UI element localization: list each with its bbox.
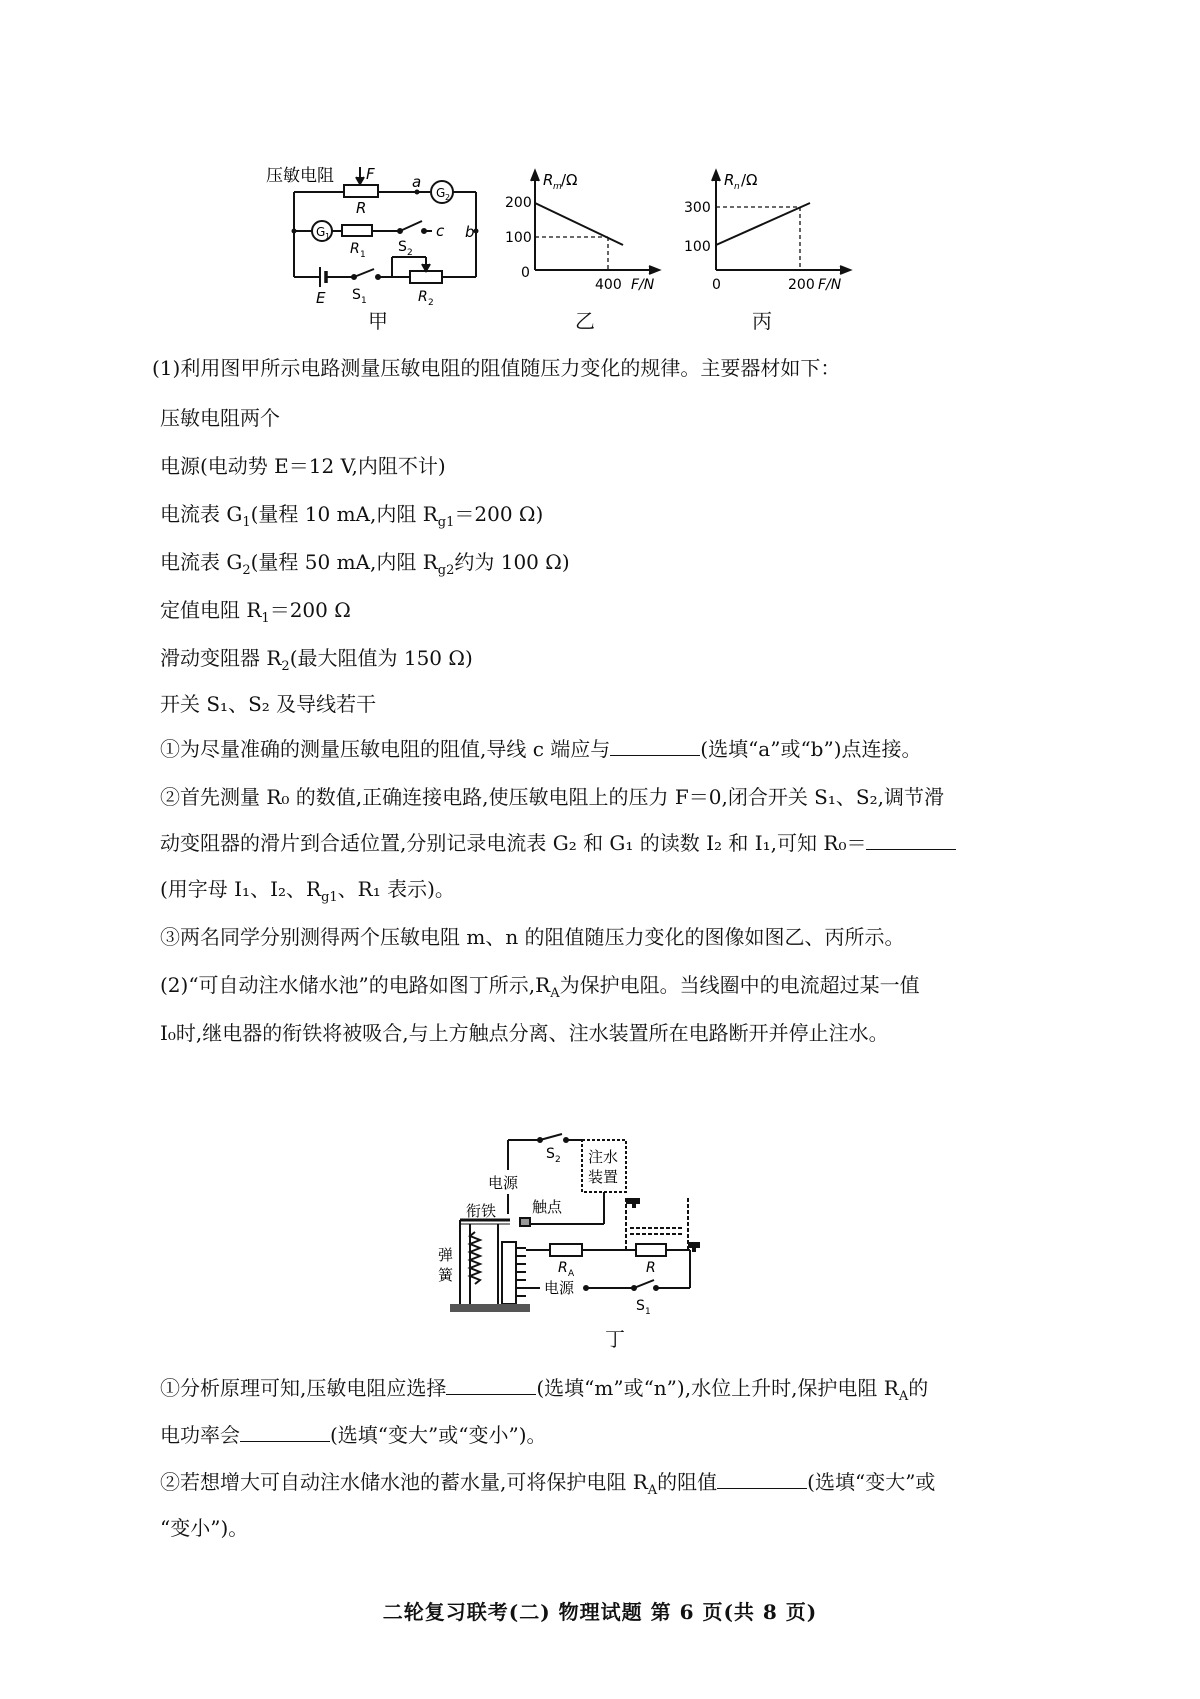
- ding-device-2: 装置: [588, 1168, 619, 1186]
- label-pressure-resistor: 压敏电阻: [266, 166, 334, 186]
- label-R1-sub: 1: [360, 250, 366, 260]
- question-2-1-line1: ①分析原理可知,压敏电阻应选择 (选填“m”或“n”),水位上升时,保护电阻 $R_A$的: [160, 1376, 929, 1404]
- yi-tick-400: 400: [595, 277, 622, 293]
- ding-contact: 触点: [532, 1198, 563, 1216]
- material-7: 开关 S₁、S₂ 及导线若干: [160, 692, 377, 716]
- label-a: a: [412, 173, 422, 191]
- q1-intro: (1)利用图甲所示电路测量压敏电阻的阻值随压力变化的规律。主要器材如下：: [152, 356, 841, 380]
- ding-spring-1: 弹: [438, 1246, 454, 1264]
- ding-S2-sub: 2: [555, 1155, 561, 1165]
- top-figures: [266, 165, 940, 365]
- bing-ylabel: R: [724, 171, 735, 189]
- question-2-2-line1: ②若想增大可自动注水储水池的蓄水量,可将保护电阻 $R_A$的阻值 (选填“变大”或: [160, 1470, 936, 1498]
- label-E: E: [316, 289, 326, 307]
- material-6: 滑动变阻器 $R_2$(最大阻值为 150 Ω): [160, 646, 473, 674]
- material-5: 定值电阻 $R_1=200$ Ω: [160, 598, 351, 626]
- label-c: c: [436, 222, 445, 240]
- question-2-line2: I₀时,继电器的衔铁将被吸合,与上方触点分离、注水装置所在电路断开并停止注水。: [160, 1021, 889, 1045]
- ding-RA: R: [558, 1260, 568, 1276]
- question-1-1: ①为尽量准确的测量压敏电阻的阻值,导线 c 端应与 (选填“a”或“b”)点连接。: [160, 737, 922, 761]
- label-G2: G: [436, 186, 446, 200]
- ding-R: R: [646, 1260, 656, 1276]
- ding-device-1: 注水: [588, 1148, 619, 1166]
- question-1-2-line2: 动变阻器的滑片到合适位置,分别记录电流表 G₂ 和 G₁ 的读数 I₂ 和 I₁,可知 R₀＝: [160, 828, 956, 858]
- question-2-1-line2: 电功率会 (选填“变大”或“变小”)。: [160, 1423, 547, 1447]
- caption-jia: 甲: [368, 309, 388, 333]
- question-2-line1: (2)“可自动注水储水池”的电路如图丁所示$,R_A$为保护电阻。当线圈中的电流超过某一值: [160, 973, 920, 1001]
- figure-yi-graph: [505, 165, 675, 305]
- question-1-2-line3: (用字母 I₁、I₂、$R_{g1}$、R₁ 表示)。: [160, 877, 455, 905]
- ding-power-bottom: 电源: [544, 1279, 575, 1297]
- label-b: b: [465, 223, 475, 241]
- ding-S1-sub: 1: [645, 1307, 651, 1317]
- label-S1-sub: 1: [361, 296, 367, 306]
- bing-xlabel: F/N: [818, 277, 842, 293]
- yi-tick-0: 0: [521, 265, 530, 281]
- bing-ylabel-sub: n: [734, 182, 740, 192]
- label-F: F: [366, 165, 375, 183]
- faucet-icon: [626, 1198, 640, 1208]
- answer-blank[interactable]: [446, 1374, 536, 1395]
- material-3: 电流表 $G_1$(量程 10 mA,内阻 $R_{g1}=200$ Ω): [160, 502, 544, 530]
- label-G2-sub: 2: [445, 193, 451, 202]
- ding-spring-2: 簧: [438, 1266, 454, 1284]
- caption-bing: 丙: [752, 309, 772, 333]
- label-S2: S: [398, 239, 407, 255]
- material-4: 电流表 $G_2$(量程 50 mA,内阻 $R_{g2}$约为 100 Ω): [160, 550, 570, 578]
- ding-power-top: 电源: [488, 1174, 519, 1192]
- yi-ylabel-sub: m: [553, 182, 562, 192]
- bing-ylabel-unit: /Ω: [741, 171, 758, 189]
- label-G1: G: [316, 225, 326, 239]
- yi-tick-200: 200: [505, 195, 532, 211]
- page-footer: 二轮复习联考(二) 物理试题 第 6 页(共 8 页): [382, 1600, 818, 1624]
- question-1-3: ③两名同学分别测得两个压敏电阻 m、n 的阻值随压力变化的图像如图乙、丙所示。: [160, 925, 905, 949]
- bing-tick-300: 300: [684, 200, 711, 216]
- yi-ylabel: R: [543, 171, 554, 189]
- bing-tick-200: 200: [788, 277, 815, 293]
- figure-jia-circuit: [266, 165, 500, 330]
- label-G1-sub: 1: [325, 232, 331, 241]
- bing-tick-100: 100: [684, 239, 711, 255]
- question-1-2-line1: ②首先测量 R₀ 的数值,正确连接电路,使压敏电阻上的压力 F＝0,闭合开关 S₁、S₂,调节滑: [160, 785, 944, 809]
- caption-yi: 乙: [575, 309, 595, 333]
- answer-blank[interactable]: [240, 1421, 330, 1442]
- label-S2-sub: 2: [407, 248, 413, 258]
- label-R: R: [356, 199, 367, 217]
- bing-tick-0: 0: [712, 277, 721, 293]
- figure-ding-circuit: [440, 1132, 780, 1322]
- label-R2-sub: 2: [428, 298, 434, 308]
- ding-S2: S: [546, 1146, 555, 1162]
- answer-blank[interactable]: [610, 735, 700, 756]
- ding-S1: S: [636, 1298, 645, 1314]
- material-2: 电源(电动势 E＝12 V,内阻不计): [160, 454, 446, 478]
- label-R1: R: [350, 241, 360, 257]
- question-2-2-line2: “变小”)。: [160, 1516, 249, 1540]
- answer-blank[interactable]: [717, 1468, 807, 1489]
- label-S1: S: [352, 287, 361, 303]
- figure-bing-graph: [680, 165, 860, 305]
- ding-RA-sub: A: [568, 1269, 575, 1279]
- yi-ylabel-unit: /Ω: [561, 171, 578, 189]
- caption-ding: 丁: [605, 1327, 625, 1351]
- material-1: 压敏电阻两个: [160, 406, 280, 430]
- yi-xlabel: F/N: [631, 277, 655, 293]
- yi-tick-100: 100: [505, 230, 532, 246]
- answer-blank[interactable]: [866, 829, 956, 850]
- label-R2: R: [418, 289, 428, 305]
- ding-armature: 衔铁: [466, 1202, 497, 1220]
